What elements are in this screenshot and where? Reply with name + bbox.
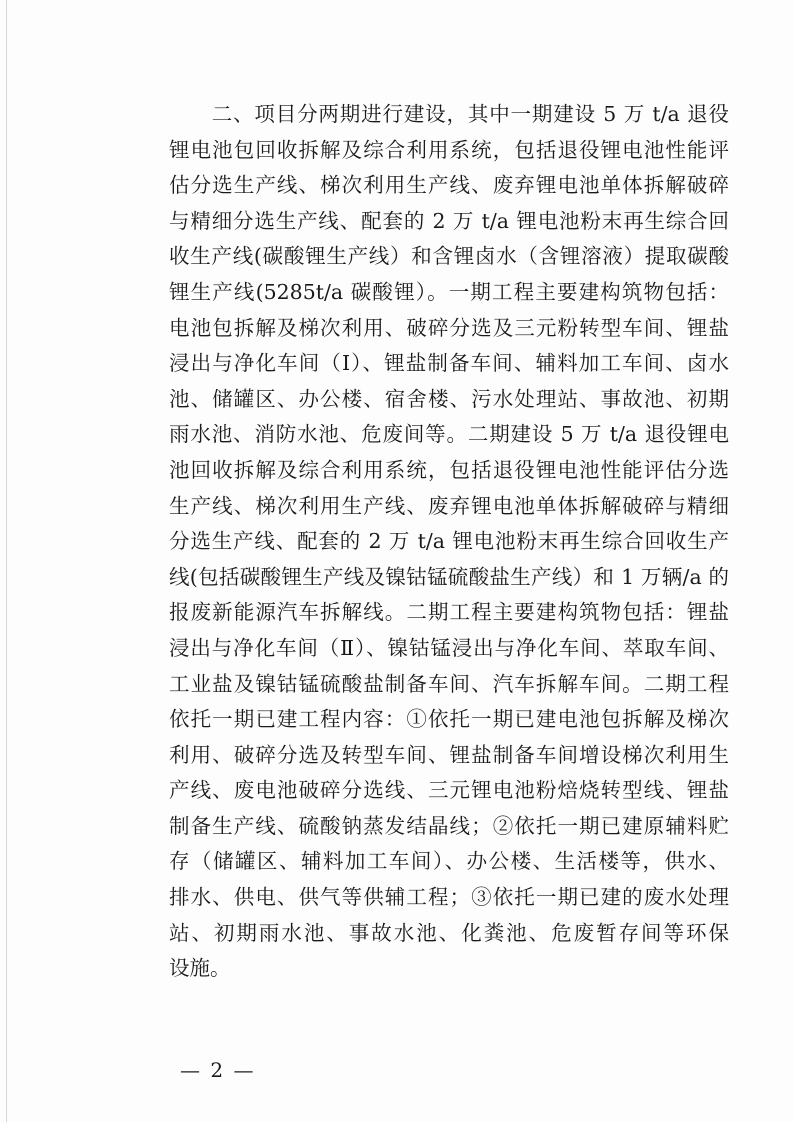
text-line: 雨水池、消防水池、危废间等。二期建设 5 万 t/a 退役锂电 [169, 422, 729, 447]
text-line: 线(包括碳酸锂生产线及镍钴锰硫酸盐生产线）和 1 万辆/a 的 [169, 564, 729, 589]
text-line: 利用、破碎分选及转型车间、锂盐制备车间增设梯次利用生 [169, 742, 729, 767]
text-line: 估分选生产线、梯次利用生产线、废弃锂电池单体拆解破碎 [169, 173, 729, 198]
text-line: 工业盐及镍钴锰硫酸盐制备车间、汽车拆解车间。二期工程 [169, 671, 729, 696]
text-line: 收生产线(碳酸锂生产线）和含锂卤水（含锂溶液）提取碳酸 [169, 244, 729, 269]
text-line: 产线、废电池破碎分选线、三元锂电池粉焙烧转型线、锂盐 [169, 778, 729, 803]
text-line: 生产线、梯次利用生产线、废弃锂电池单体拆解破碎与精细 [169, 493, 729, 518]
text-line: 报废新能源汽车拆解线。二期工程主要建构筑物包括：锂盐 [169, 600, 729, 625]
page-edge-line [6, 0, 7, 1122]
text-line: 依托一期已建工程内容：①依托一期已建电池包拆解及梯次 [169, 707, 729, 732]
text-line: 池、储罐区、办公楼、宿舍楼、污水处理站、事故池、初期 [169, 386, 729, 411]
text-line: 制备生产线、硫酸钠蒸发结晶线；②依托一期已建原辅料贮 [169, 813, 729, 838]
text-line: 二、项目分两期进行建设，其中一期建设 5 万 t/a 退役 [169, 102, 729, 126]
page-number: — 2 — [180, 1058, 256, 1082]
text-line: 站、初期雨水池、事故水池、化粪池、危废暂存间等环保 [169, 920, 729, 945]
text-line: 锂生产线(5285t/a 碳酸锂）。一期工程主要建构筑物包括： [169, 279, 729, 304]
text-line: 池回收拆解及综合利用系统，包括退役锂电池性能评估分选 [169, 457, 729, 482]
text-line: 浸出与净化车间（Ⅱ）、镍钴锰浸出与净化车间、萃取车间、 [169, 635, 729, 660]
text-line: 与精细分选生产线、配套的 2 万 t/a 锂电池粉末再生综合回 [169, 208, 729, 233]
text-line: 存（储罐区、辅料加工车间）、办公楼、生活楼等，供水、 [169, 849, 729, 874]
text-line: 分选生产线、配套的 2 万 t/a 锂电池粉末再生综合回收生产 [169, 529, 729, 554]
text-line: 排水、供电、供气等供辅工程；③依托一期已建的废水处理 [169, 885, 729, 910]
text-line: 锂电池包回收拆解及综合利用系统，包括退役锂电池性能评 [169, 137, 729, 162]
text-line: 设施。 [169, 956, 231, 981]
text-line: 电池包拆解及梯次利用、破碎分选及三元粉转型车间、锂盐 [169, 315, 729, 340]
text-line: 浸出与净化车间（Ⅰ）、锂盐制备车间、辅料加工车间、卤水 [169, 351, 729, 376]
body-paragraph [169, 97, 729, 987]
